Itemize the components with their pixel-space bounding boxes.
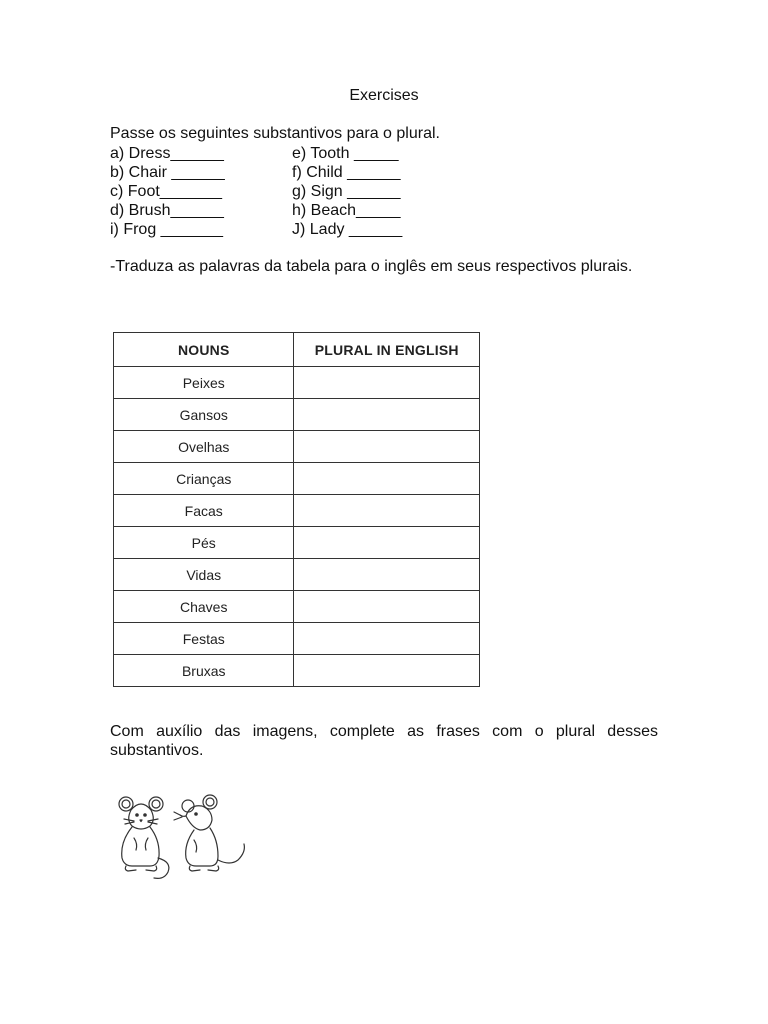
exercise-item: a) Dress______	[110, 145, 224, 162]
noun-cell: Peixes	[114, 367, 294, 399]
noun-cell: Ovelhas	[114, 431, 294, 463]
answer-cell	[294, 495, 480, 527]
mice-illustration	[112, 790, 252, 885]
noun-cell: Vidas	[114, 559, 294, 591]
noun-cell: Festas	[114, 623, 294, 655]
exercise1-left-column	[110, 144, 225, 239]
noun-cell: Pés	[114, 527, 294, 559]
column-header-plural: PLURAL IN ENGLISH	[294, 333, 480, 367]
exercise-item: d) Brush______	[110, 202, 224, 219]
exercise-item: f) Child ______	[292, 164, 401, 181]
table-row	[114, 655, 480, 687]
exercise1-right-column	[292, 144, 402, 239]
exercise-item: h) Beach_____	[292, 202, 401, 219]
table-row	[114, 527, 480, 559]
answer-cell	[294, 591, 480, 623]
mouse-right	[174, 795, 244, 871]
noun-cell: Chaves	[114, 591, 294, 623]
answer-cell	[294, 463, 480, 495]
exercise2-instruction: -Traduza as palavras da tabela para o inglês em seus respectivos plurais.	[110, 258, 633, 275]
page-title: Exercises	[349, 87, 419, 104]
noun-cell: Gansos	[114, 399, 294, 431]
exercise-item: c) Foot_______	[110, 183, 223, 200]
noun-cell: Crianças	[114, 463, 294, 495]
table-row	[114, 399, 480, 431]
answer-cell	[294, 399, 480, 431]
table-row	[114, 463, 480, 495]
exercise-item: g) Sign ______	[292, 183, 401, 200]
column-header-nouns: NOUNS	[114, 333, 294, 367]
table-row	[114, 495, 480, 527]
table-row	[114, 559, 480, 591]
mouse-left	[119, 797, 169, 878]
table-row	[114, 591, 480, 623]
answer-cell	[294, 527, 480, 559]
answer-cell	[294, 431, 480, 463]
nouns-table	[113, 332, 480, 687]
noun-cell: Facas	[114, 495, 294, 527]
exercise-item: J) Lady ______	[292, 221, 403, 238]
exercise1-instruction: Passe os seguintes substantivos para o plural.	[110, 125, 440, 142]
answer-cell	[294, 559, 480, 591]
answer-cell	[294, 655, 480, 687]
table-row	[114, 431, 480, 463]
exercise-item: b) Chair ______	[110, 164, 225, 181]
noun-cell: Bruxas	[114, 655, 294, 687]
answer-cell	[294, 367, 480, 399]
exercise3-instruction: Com auxílio das imagens, complete as frases com o plural desses substantivos.	[110, 723, 658, 759]
table-row	[114, 367, 480, 399]
table-row	[114, 623, 480, 655]
exercise-item: e) Tooth _____	[292, 145, 399, 162]
exercise-item: i) Frog _______	[110, 221, 223, 238]
answer-cell	[294, 623, 480, 655]
table-header-row	[114, 333, 480, 367]
